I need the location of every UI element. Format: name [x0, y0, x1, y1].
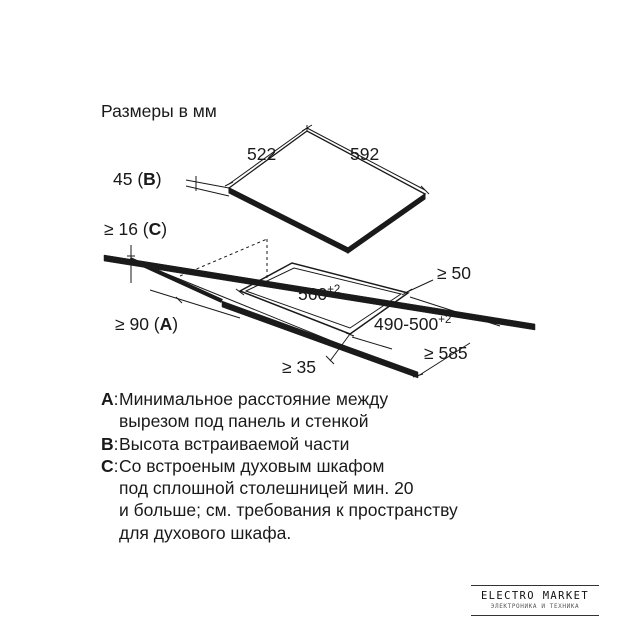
dim-worktop-depth: ≥ 585 [424, 343, 468, 363]
dim-522: 522 [247, 144, 277, 164]
note-c-line-4: для духового шкафа. [119, 522, 292, 543]
note-a-line-2: вырезом под панель и стенкой [119, 411, 369, 432]
note-a-line-1: Минимальное расстояние между [119, 389, 389, 409]
note-b-line-1: Высота встраиваемой части [119, 433, 350, 454]
legend-notes [101, 388, 621, 544]
note-a-key: A : [101, 388, 119, 410]
dim-back-gap: ≥ 50 [437, 263, 471, 283]
note-c [101, 455, 621, 544]
dim-height-b: 45 (B) [113, 169, 162, 189]
diagram-title: Размеры в мм [101, 101, 217, 121]
note-b-key: B : [101, 433, 119, 455]
note-b [101, 433, 621, 455]
dim-clearance-c: ≥ 16 (C) [104, 219, 168, 239]
note-c-line-2: под сплошной столешницей мин. 20 [119, 478, 414, 499]
note-c-key: C : [101, 455, 119, 477]
dim-front-gap: ≥ 35 [282, 357, 316, 377]
logo-main-text: ELECTRO MARKET [480, 590, 590, 602]
note-a [101, 388, 621, 433]
logo-sub-text: ЭЛЕКТРОНИКА И ТЕХНИКА [490, 603, 580, 610]
dim-592: 592 [350, 144, 380, 164]
note-c-line-3: и больше; см. требования к пространству [119, 500, 458, 521]
height-b-leaders [186, 176, 229, 196]
hob-front-face [229, 188, 348, 253]
back-gap-leaders [402, 280, 433, 295]
dim-wall-gap-a: ≥ 90 (A) [115, 314, 179, 334]
electro-market-logo [471, 585, 599, 610]
worktop-front-edge-thickness [222, 301, 418, 378]
cutout-dashed-guide [180, 239, 267, 276]
dim-cutout-depth: $490-500^{+2}$ [374, 314, 452, 334]
note-c-line-1: Со встроеным духовым шкафом [119, 455, 385, 476]
dim-cutout-width: $560^{+2}$ [298, 284, 341, 304]
hob-side-face [348, 194, 425, 253]
